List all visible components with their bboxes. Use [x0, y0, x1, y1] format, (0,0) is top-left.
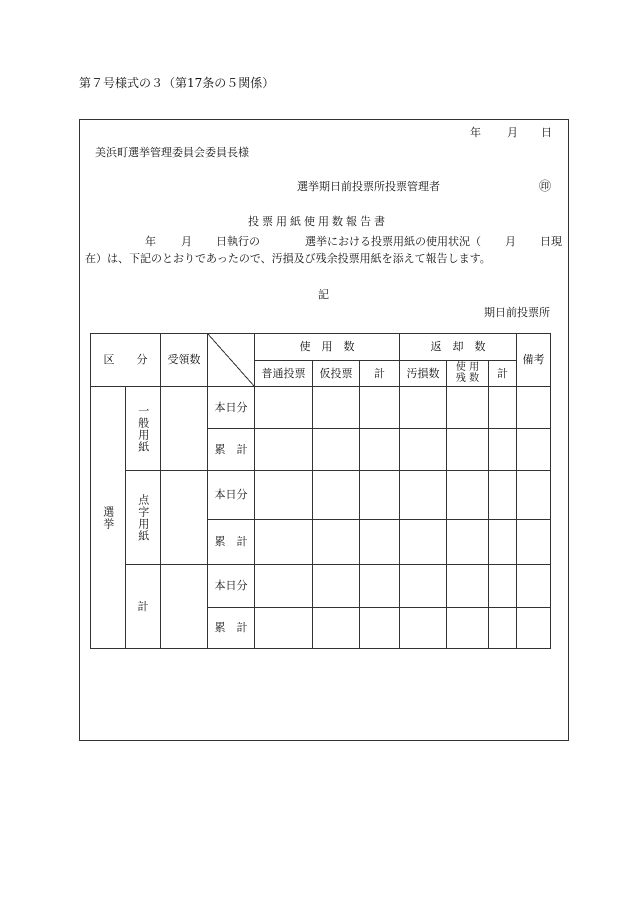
header-received: 受領数	[167, 353, 201, 367]
header-normal-vote: 普通投票	[261, 366, 306, 380]
header-used-total: 計	[374, 366, 385, 380]
header-remarks: 備考	[522, 353, 545, 367]
addressee: 美浜町選挙管理委員会委員長様	[95, 146, 249, 159]
row-label-cumulative: 累 計	[214, 442, 248, 456]
location-label: 期日前投票所	[484, 306, 550, 319]
group-label-total: 計	[137, 599, 149, 613]
header-damaged: 汚損数	[406, 366, 440, 380]
header-provisional-vote: 仮投票	[319, 366, 353, 380]
header-returned-group: 返 却 数	[430, 340, 486, 354]
header-unused-remaining: 使 用 残 数	[455, 362, 480, 384]
row-label-today: 本日分	[214, 579, 248, 593]
body-day-exec: 日執行の	[216, 235, 260, 248]
group-label-braille: 点字用紙	[136, 493, 150, 542]
header-returned-total: 計	[497, 366, 508, 380]
row-label-today: 本日分	[214, 400, 248, 414]
election-label: 選挙	[101, 505, 115, 530]
group-label-general: 一般用紙	[136, 404, 150, 453]
row-label-today: 本日分	[214, 488, 248, 502]
header-used-group: 使 用 数	[299, 340, 355, 354]
header-category: 区 分	[103, 353, 148, 367]
body-month: 月	[181, 235, 192, 248]
row-label-cumulative: 累 計	[214, 621, 248, 635]
seal-icon: ㊞	[539, 179, 552, 193]
form-number: 第７号様式の３（第17条の５関係）	[79, 76, 275, 90]
date-month: 月	[507, 126, 518, 139]
sender-title: 選挙期日前投票所投票管理者	[297, 180, 440, 193]
date-year: 年	[470, 126, 481, 139]
body-month2: 月	[505, 235, 516, 248]
doc-title: 投票用紙使用数報告書	[248, 215, 388, 228]
body-year: 年	[145, 235, 156, 248]
body-day-current: 日現	[540, 235, 562, 248]
body-election: 選挙における投票用紙の使用状況（	[305, 235, 481, 248]
ki-label: 記	[318, 288, 329, 301]
row-label-cumulative: 累 計	[214, 535, 248, 549]
body-line2: 在）は、下記のとおりであったので、汚損及び残余投票用紙を添えて報告します。	[85, 252, 491, 265]
date-day: 日	[541, 126, 552, 139]
